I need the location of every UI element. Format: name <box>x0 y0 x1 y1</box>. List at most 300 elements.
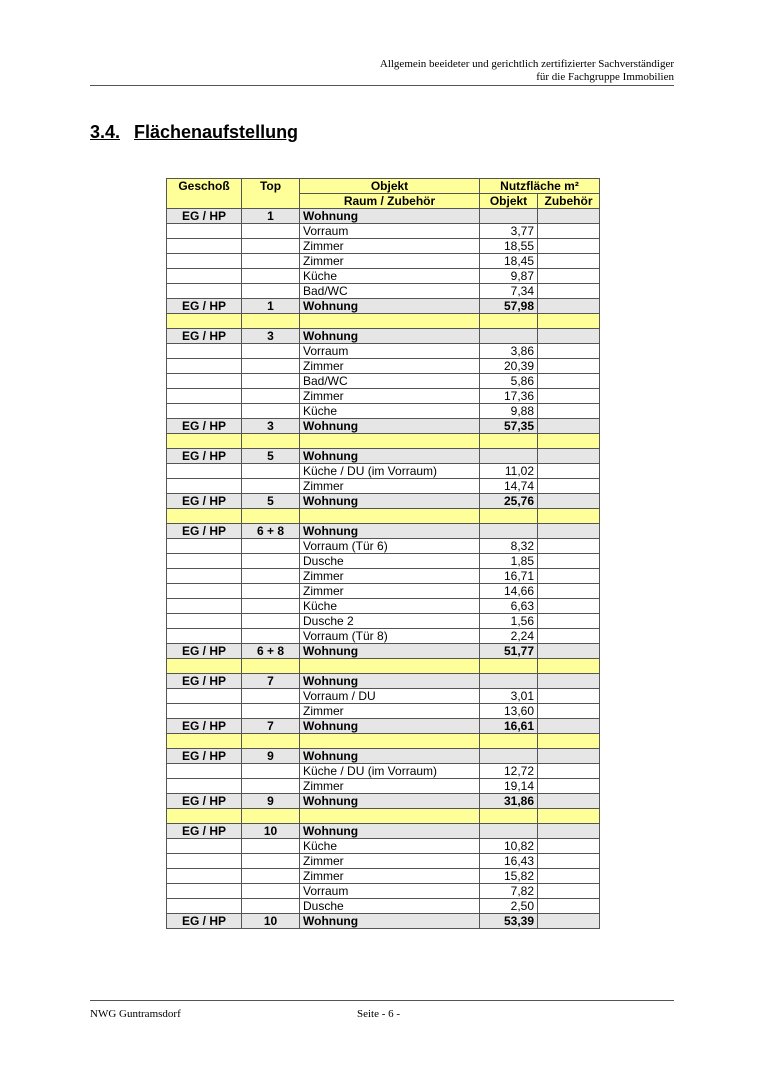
cell-top: 5 <box>242 494 300 509</box>
cell-raum: Zimmer <box>300 569 480 584</box>
cell-zubehoer-area <box>538 554 600 569</box>
cell-raum: Bad/WC <box>300 284 480 299</box>
cell-objekt-area: 18,45 <box>480 254 538 269</box>
table-row <box>167 464 600 479</box>
table-row-spacer <box>167 659 600 674</box>
cell-zubehoer-area <box>538 614 600 629</box>
table-row-total <box>167 419 600 434</box>
cell-zubehoer-area <box>538 884 600 899</box>
cell-raum: Dusche <box>300 554 480 569</box>
header-col-objekt: Objekt <box>480 194 538 209</box>
table-row-spacer <box>167 734 600 749</box>
cell-top <box>242 629 300 644</box>
cell-raum: Wohnung <box>300 299 480 314</box>
cell-raum <box>300 809 480 824</box>
cell-raum: Vorraum <box>300 224 480 239</box>
header-divider <box>90 85 674 86</box>
cell-top <box>242 599 300 614</box>
cell-geschoss: EG / HP <box>167 914 242 929</box>
cell-geschoss: EG / HP <box>167 524 242 539</box>
cell-zubehoer-area <box>538 674 600 689</box>
cell-geschoss <box>167 479 242 494</box>
cell-raum <box>300 734 480 749</box>
cell-geschoss: EG / HP <box>167 674 242 689</box>
area-table <box>166 178 600 929</box>
table-row <box>167 869 600 884</box>
cell-zubehoer-area <box>538 299 600 314</box>
table-row <box>167 374 600 389</box>
cell-geschoss <box>167 854 242 869</box>
footer-company: NWG Guntramsdorf <box>90 1008 181 1020</box>
table-row <box>167 779 600 794</box>
cell-top <box>242 899 300 914</box>
cell-top <box>242 344 300 359</box>
header-geschoss: Geschoß <box>167 179 242 209</box>
cell-objekt-area <box>480 659 538 674</box>
cell-top: 10 <box>242 824 300 839</box>
cell-zubehoer-area <box>538 494 600 509</box>
cell-geschoss: EG / HP <box>167 209 242 224</box>
cell-geschoss: EG / HP <box>167 329 242 344</box>
table-row-total <box>167 914 600 929</box>
cell-zubehoer-area <box>538 809 600 824</box>
header-col-zubehoer: Zubehör <box>538 194 600 209</box>
table-row <box>167 704 600 719</box>
footer-divider <box>90 1000 674 1001</box>
cell-zubehoer-area <box>538 854 600 869</box>
cell-objekt-area: 2,50 <box>480 899 538 914</box>
cell-geschoss <box>167 359 242 374</box>
cell-zubehoer-area <box>538 389 600 404</box>
cell-geschoss <box>167 224 242 239</box>
cell-objekt-area: 18,55 <box>480 239 538 254</box>
cell-top: 3 <box>242 329 300 344</box>
cell-zubehoer-area <box>538 434 600 449</box>
cell-objekt-area: 6,63 <box>480 599 538 614</box>
table-row <box>167 554 600 569</box>
table-row <box>167 404 600 419</box>
cell-top <box>242 869 300 884</box>
cell-top <box>242 284 300 299</box>
cell-top <box>242 314 300 329</box>
cell-geschoss <box>167 659 242 674</box>
cell-top <box>242 809 300 824</box>
cell-geschoss <box>167 254 242 269</box>
cell-zubehoer-area <box>538 764 600 779</box>
cell-zubehoer-area <box>538 704 600 719</box>
cell-raum: Küche <box>300 599 480 614</box>
cell-objekt-area <box>480 434 538 449</box>
cell-zubehoer-area <box>538 599 600 614</box>
table-header-row-1 <box>167 179 600 194</box>
cell-geschoss <box>167 239 242 254</box>
cell-raum: Bad/WC <box>300 374 480 389</box>
cell-zubehoer-area <box>538 344 600 359</box>
cell-geschoss <box>167 389 242 404</box>
table-row-spacer <box>167 509 600 524</box>
table-row <box>167 689 600 704</box>
table-row <box>167 269 600 284</box>
cell-zubehoer-area <box>538 254 600 269</box>
cell-geschoss: EG / HP <box>167 419 242 434</box>
cell-zubehoer-area <box>538 899 600 914</box>
cell-geschoss: EG / HP <box>167 644 242 659</box>
table-row-total <box>167 449 600 464</box>
cell-zubehoer-area <box>538 419 600 434</box>
cell-zubehoer-area <box>538 359 600 374</box>
table-row-total <box>167 209 600 224</box>
cell-objekt-area: 16,43 <box>480 854 538 869</box>
cell-objekt-area <box>480 524 538 539</box>
cell-top <box>242 764 300 779</box>
cell-top <box>242 539 300 554</box>
cell-raum: Wohnung <box>300 209 480 224</box>
header-objekt: Objekt <box>300 179 480 194</box>
cell-zubehoer-area <box>538 749 600 764</box>
cell-top: 3 <box>242 419 300 434</box>
cell-raum: Wohnung <box>300 524 480 539</box>
cell-geschoss: EG / HP <box>167 794 242 809</box>
cell-top <box>242 479 300 494</box>
cell-raum: Wohnung <box>300 449 480 464</box>
cell-top: 7 <box>242 674 300 689</box>
cell-zubehoer-area <box>538 839 600 854</box>
cell-raum: Wohnung <box>300 419 480 434</box>
cell-top <box>242 569 300 584</box>
cell-geschoss <box>167 464 242 479</box>
table-row <box>167 614 600 629</box>
cell-top <box>242 389 300 404</box>
cell-geschoss <box>167 704 242 719</box>
cell-top <box>242 224 300 239</box>
cell-geschoss <box>167 689 242 704</box>
cell-zubehoer-area <box>538 464 600 479</box>
cell-objekt-area <box>480 749 538 764</box>
cell-zubehoer-area <box>538 314 600 329</box>
cell-top <box>242 839 300 854</box>
cell-raum: Zimmer <box>300 389 480 404</box>
cell-top <box>242 734 300 749</box>
table-row <box>167 884 600 899</box>
cell-zubehoer-area <box>538 719 600 734</box>
table-row <box>167 764 600 779</box>
cell-objekt-area <box>480 314 538 329</box>
cell-geschoss: EG / HP <box>167 494 242 509</box>
cell-geschoss <box>167 629 242 644</box>
cell-raum: Küche <box>300 839 480 854</box>
cell-raum: Vorraum <box>300 884 480 899</box>
cell-zubehoer-area <box>538 779 600 794</box>
cell-top <box>242 614 300 629</box>
cell-objekt-area: 12,72 <box>480 764 538 779</box>
cell-zubehoer-area <box>538 869 600 884</box>
cell-top <box>242 434 300 449</box>
cell-raum: Zimmer <box>300 239 480 254</box>
cell-raum: Küche <box>300 269 480 284</box>
cell-objekt-area: 14,66 <box>480 584 538 599</box>
cell-zubehoer-area <box>538 269 600 284</box>
cell-top <box>242 689 300 704</box>
cell-zubehoer-area <box>538 689 600 704</box>
cell-zubehoer-area <box>538 629 600 644</box>
cell-objekt-area <box>480 509 538 524</box>
table-row-spacer <box>167 314 600 329</box>
table-row <box>167 389 600 404</box>
cell-geschoss <box>167 899 242 914</box>
table-row-total <box>167 719 600 734</box>
table-row <box>167 359 600 374</box>
cell-objekt-area: 15,82 <box>480 869 538 884</box>
cell-zubehoer-area <box>538 374 600 389</box>
cell-geschoss <box>167 584 242 599</box>
cell-top <box>242 464 300 479</box>
cell-geschoss <box>167 434 242 449</box>
cell-raum: Zimmer <box>300 254 480 269</box>
cell-objekt-area <box>480 449 538 464</box>
cell-objekt-area <box>480 734 538 749</box>
table-row-total <box>167 749 600 764</box>
cell-geschoss: EG / HP <box>167 299 242 314</box>
cell-raum: Wohnung <box>300 494 480 509</box>
cell-objekt-area <box>480 329 538 344</box>
cell-objekt-area: 25,76 <box>480 494 538 509</box>
cell-objekt-area: 11,02 <box>480 464 538 479</box>
cell-zubehoer-area <box>538 479 600 494</box>
cell-zubehoer-area <box>538 914 600 929</box>
cell-geschoss <box>167 509 242 524</box>
cell-geschoss <box>167 554 242 569</box>
table-row-spacer <box>167 434 600 449</box>
cell-geschoss <box>167 374 242 389</box>
table-row <box>167 284 600 299</box>
cell-raum <box>300 659 480 674</box>
header-nutzflaeche: Nutzfläche m² <box>480 179 600 194</box>
table-row <box>167 629 600 644</box>
table-row <box>167 239 600 254</box>
cell-top <box>242 584 300 599</box>
cell-top: 9 <box>242 749 300 764</box>
table-row-total <box>167 299 600 314</box>
cell-top <box>242 884 300 899</box>
table-row <box>167 599 600 614</box>
cell-top <box>242 554 300 569</box>
cell-zubehoer-area <box>538 569 600 584</box>
cell-raum: Küche <box>300 404 480 419</box>
cell-objekt-area: 3,86 <box>480 344 538 359</box>
cell-raum: Zimmer <box>300 854 480 869</box>
cell-top: 6 + 8 <box>242 644 300 659</box>
cell-objekt-area: 7,34 <box>480 284 538 299</box>
cell-objekt-area <box>480 809 538 824</box>
cell-raum: Zimmer <box>300 359 480 374</box>
table-row <box>167 539 600 554</box>
cell-raum: Vorraum (Tür 8) <box>300 629 480 644</box>
header-line-2: für die Fachgruppe Immobilien <box>536 71 674 83</box>
cell-top <box>242 854 300 869</box>
cell-geschoss <box>167 314 242 329</box>
table-row <box>167 224 600 239</box>
table-row <box>167 839 600 854</box>
cell-raum <box>300 314 480 329</box>
table-row-total <box>167 674 600 689</box>
cell-objekt-area: 57,35 <box>480 419 538 434</box>
cell-geschoss: EG / HP <box>167 824 242 839</box>
cell-geschoss <box>167 284 242 299</box>
cell-top <box>242 359 300 374</box>
cell-zubehoer-area <box>538 449 600 464</box>
cell-objekt-area: 14,74 <box>480 479 538 494</box>
cell-geschoss <box>167 839 242 854</box>
cell-zubehoer-area <box>538 209 600 224</box>
cell-raum: Zimmer <box>300 779 480 794</box>
cell-top <box>242 269 300 284</box>
cell-raum: Vorraum (Tür 6) <box>300 539 480 554</box>
table-row <box>167 899 600 914</box>
table-row <box>167 344 600 359</box>
table-row <box>167 854 600 869</box>
cell-objekt-area: 57,98 <box>480 299 538 314</box>
cell-objekt-area: 16,61 <box>480 719 538 734</box>
cell-raum: Dusche <box>300 899 480 914</box>
cell-objekt-area: 51,77 <box>480 644 538 659</box>
header-line-1: Allgemein beeideter und gerichtlich zertifizierter Sachverständiger <box>379 58 674 70</box>
cell-raum: Zimmer <box>300 584 480 599</box>
cell-raum: Zimmer <box>300 704 480 719</box>
cell-objekt-area: 19,14 <box>480 779 538 794</box>
cell-top <box>242 374 300 389</box>
cell-zubehoer-area <box>538 239 600 254</box>
cell-zubehoer-area <box>538 224 600 239</box>
cell-objekt-area: 9,88 <box>480 404 538 419</box>
cell-zubehoer-area <box>538 539 600 554</box>
table-row-spacer <box>167 809 600 824</box>
cell-objekt-area <box>480 209 538 224</box>
cell-objekt-area: 10,82 <box>480 839 538 854</box>
cell-objekt-area: 5,86 <box>480 374 538 389</box>
cell-objekt-area: 20,39 <box>480 359 538 374</box>
cell-top: 1 <box>242 299 300 314</box>
cell-raum: Wohnung <box>300 674 480 689</box>
cell-geschoss <box>167 779 242 794</box>
cell-raum: Dusche 2 <box>300 614 480 629</box>
footer-page-number: Seite - 6 - <box>357 1008 401 1020</box>
cell-geschoss <box>167 869 242 884</box>
cell-objekt-area: 17,36 <box>480 389 538 404</box>
cell-objekt-area: 31,86 <box>480 794 538 809</box>
cell-top <box>242 509 300 524</box>
section-heading <box>90 122 298 143</box>
cell-top <box>242 239 300 254</box>
table-row-total <box>167 824 600 839</box>
table-row <box>167 254 600 269</box>
cell-top <box>242 404 300 419</box>
cell-raum: Wohnung <box>300 644 480 659</box>
header-raum-zubehoer: Raum / Zubehör <box>300 194 480 209</box>
cell-raum: Küche / DU (im Vorraum) <box>300 764 480 779</box>
cell-top <box>242 779 300 794</box>
section-number: 3.4. <box>90 122 121 142</box>
cell-top: 9 <box>242 794 300 809</box>
table-row <box>167 569 600 584</box>
cell-zubehoer-area <box>538 284 600 299</box>
cell-raum: Zimmer <box>300 479 480 494</box>
cell-raum: Zimmer <box>300 869 480 884</box>
cell-objekt-area: 8,32 <box>480 539 538 554</box>
cell-geschoss <box>167 614 242 629</box>
cell-geschoss <box>167 344 242 359</box>
section-title: Flächenaufstellung <box>134 122 299 142</box>
cell-top: 6 + 8 <box>242 524 300 539</box>
cell-top <box>242 659 300 674</box>
cell-geschoss <box>167 599 242 614</box>
cell-zubehoer-area <box>538 404 600 419</box>
table-row <box>167 479 600 494</box>
cell-objekt-area: 13,60 <box>480 704 538 719</box>
cell-raum: Wohnung <box>300 719 480 734</box>
cell-top: 7 <box>242 719 300 734</box>
cell-geschoss <box>167 404 242 419</box>
cell-geschoss: EG / HP <box>167 449 242 464</box>
cell-zubehoer-area <box>538 584 600 599</box>
page-header <box>380 58 674 84</box>
cell-raum: Wohnung <box>300 749 480 764</box>
header-top: Top <box>242 179 300 209</box>
cell-objekt-area: 9,87 <box>480 269 538 284</box>
cell-objekt-area <box>480 674 538 689</box>
cell-zubehoer-area <box>538 734 600 749</box>
cell-zubehoer-area <box>538 794 600 809</box>
cell-geschoss <box>167 539 242 554</box>
table-row-total <box>167 494 600 509</box>
cell-objekt-area: 2,24 <box>480 629 538 644</box>
cell-zubehoer-area <box>538 524 600 539</box>
cell-top <box>242 704 300 719</box>
cell-geschoss <box>167 809 242 824</box>
cell-objekt-area <box>480 824 538 839</box>
cell-raum: Wohnung <box>300 329 480 344</box>
table-row-total <box>167 329 600 344</box>
cell-raum <box>300 509 480 524</box>
cell-raum: Wohnung <box>300 794 480 809</box>
cell-objekt-area: 3,77 <box>480 224 538 239</box>
table-row <box>167 584 600 599</box>
cell-objekt-area: 1,56 <box>480 614 538 629</box>
cell-geschoss <box>167 269 242 284</box>
cell-objekt-area: 3,01 <box>480 689 538 704</box>
cell-zubehoer-area <box>538 659 600 674</box>
cell-geschoss <box>167 734 242 749</box>
cell-geschoss <box>167 569 242 584</box>
cell-raum: Wohnung <box>300 824 480 839</box>
cell-top: 5 <box>242 449 300 464</box>
cell-objekt-area: 16,71 <box>480 569 538 584</box>
cell-raum: Vorraum <box>300 344 480 359</box>
table-row-total <box>167 644 600 659</box>
cell-objekt-area: 1,85 <box>480 554 538 569</box>
table-row-total <box>167 794 600 809</box>
cell-geschoss <box>167 764 242 779</box>
cell-geschoss: EG / HP <box>167 749 242 764</box>
cell-raum <box>300 434 480 449</box>
cell-zubehoer-area <box>538 329 600 344</box>
cell-geschoss: EG / HP <box>167 719 242 734</box>
cell-raum: Vorraum / DU <box>300 689 480 704</box>
table-row-total <box>167 524 600 539</box>
cell-geschoss <box>167 884 242 899</box>
cell-raum: Küche / DU (im Vorraum) <box>300 464 480 479</box>
cell-zubehoer-area <box>538 824 600 839</box>
cell-top: 1 <box>242 209 300 224</box>
